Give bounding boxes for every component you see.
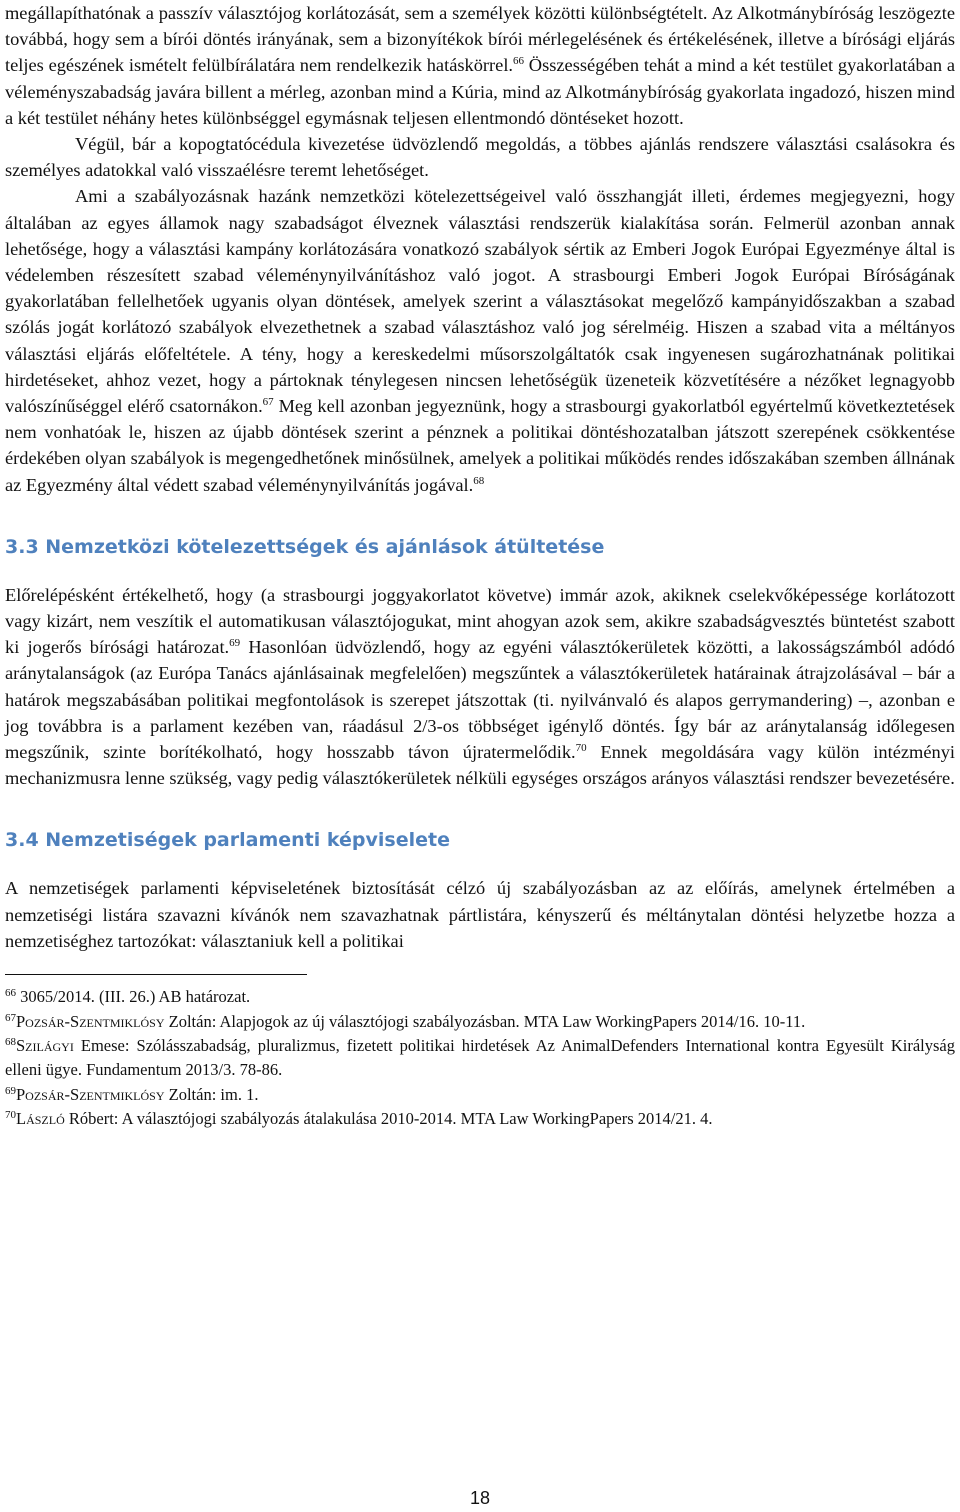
section-heading: 3.4 Nemzetiségek parlamenti képviselete <box>5 829 450 852</box>
footnote-number: 66 <box>5 987 16 1000</box>
footnote-separator <box>5 974 307 975</box>
footnote-ref[interactable]: 68 <box>473 474 485 487</box>
body-paragraph <box>5 0 955 131</box>
paragraph-text: Meg kell azonban jegyeznünk, hogy a strasbourgi gyakorlatból egyértelmű következtetések nem vonhatóak le, hiszen az újabb döntések szerint a pénznek a politikai döntéshozatalban játszott szerepének csökkentése érdekében olyan szabályok is megengedhetőnek minősülnek, amelyek a politikai működés rendes időszakában szemben állnának az Egyezmény által védett szabad véleménynyilvánítás jogával. <box>5 396 955 495</box>
footnote-text: 3065/2014. (III. 26.) AB határozat. <box>16 987 251 1007</box>
paragraph-text: Ennek megoldására vagy külön intézményi mechanizmusra lenne szükség, vagy pedig választókerületek nélküli egységes országos arányos választási rendszer bevezetésére. <box>5 742 955 789</box>
footnote-author: Pozsár-Szentmiklósy <box>16 1011 165 1031</box>
paragraph-text: Hasonlóan üdvözlendő, hogy az egyéni választókerületek közötti, a lakosságszámból adódó aránytalanságok (az Európa Tanács ajánlásainak megfelelően) megszűntek a választókerületek határainak átrajzolásával – bár a határok megszabásában politikai megfontolások is szerepet játszottak (ti. nyilvánvaló és alapos gerrymandering) –, azonban e jog továbbra is a parlament kezében van, ráadásul 2/3-os többséget igénylő döntés. Így bár az aránytalanság időlegesen megszűnik, szinte borítékolható, hogy hosszabb távon újratermelődik. <box>5 637 956 763</box>
footnote-author: Szilágyi <box>16 1035 74 1055</box>
body-paragraph <box>5 183 955 497</box>
paragraph-text: megállapíthatónak a passzív választójog korlátozását, sem a személyek közötti különbségtételt. Az Alkotmánybíróság leszögezte továbbá, hogy sem a bírói döntés irányának, sem a bizonyítékok bírói mérlegelésének és értékelésének, illetve a bírósági eljárás teljes egészének ismételt felülbírálatára nem rendelkezik hatáskörrel. <box>5 3 955 76</box>
footnote-number: 68 <box>5 1035 16 1048</box>
footnote-text: Zoltán: Alapjogok az új választójogi szabályozásban. MTA Law WorkingPapers 2014/16. 10-11. <box>164 1011 806 1031</box>
footnote <box>5 1034 955 1083</box>
footnote <box>5 985 955 1009</box>
footnote-number: 70 <box>5 1109 16 1122</box>
footnote <box>5 1083 955 1107</box>
body-paragraph: Végül, bár a kopogtatócédula kivezetése üdvözlendő megoldás, a többes ajánlás rendszere választási csalásokra és személyes adatokkal való visszaélésre teremt lehetőséget. <box>5 134 955 181</box>
footnote-ref[interactable]: 70 <box>575 742 587 755</box>
paragraph-text: Előrelépésként értékelhető, hogy (a strasbourgi joggyakorlatot követve) immár azok, akiknek cselekvőképessége korlátozott vagy kizárt, nem veszítik el automatikusan választójogukat, mint ahogyan azok sem, akikre szabadságvesztés büntetést szabott ki jogerős bírósági határozat. <box>5 584 955 658</box>
footnote <box>5 1010 955 1034</box>
paragraph-text: Összességében tehát a mind a két testület gyakorlatában a véleményszabadság javára billent a mérleg, azonban mind a Kúria, mind az Alkotmánybíróság gyakorlata ingadozó, hiszen mind a két testület néhány hetes különbséggel egymásnak teljesen ellentmondó döntéseket hozott. <box>5 55 955 128</box>
paragraph-text: Ami a szabályozásnak hazánk nemzetközi kötelezettségeivel való összhangját illeti, érdemes megjegyezni, hogy általában az egyes államok nagy szabadságot élveznek választási rendszerük kialakítása során. Felmerül azonban annak lehetősége, hogy a választási kampány korlátozására vonatkozó szabályok sértik az Emberi Jogok Európai Egyezménye által is védelemben részesített szabad véleménynyilvánításhoz való jogot. A strasbourgi Emberi Jogok Európai Bíróságának gyakorlatában fellelhetőek ugyanis olyan döntések, amelyek szerint a választásokat megelőző kampányidőszakban a szabad szólás jogát korlátozó szabályok elvezethetnek a szabad választáshoz való jog sérelméig. Hiszen a szabad vita a méltányos választási eljárás előfeltétele. A tény, hogy a kereskedelmi műsorszolgáltatók csak ingyenesen sugározhatnának politikai hirdetéseket, ahhoz vezet, hogy a pártoknak ténylegesen nincsen lehetőségük üzeneteik közvetítésére a nézőket legnagyobb valószínűséggel elérő csatornákon. <box>5 186 955 417</box>
body-paragraph: A nemzetiségek parlamenti képviseletének biztosítását célzó új szabályozásban az az előírás, amelynek értelmében a nemzetiségi listára szavazni kívánók nem szavazhatnak pártlistára, kényszerű és méltánytalan döntési helyzetbe hozza a nemzetiséghez tartozókat: választaniuk kell a politikai <box>5 878 955 951</box>
footnote-ref[interactable]: 67 <box>262 396 274 409</box>
footnote-number: 67 <box>5 1011 16 1024</box>
footnote-ref[interactable]: 66 <box>513 55 525 68</box>
footnote-number: 69 <box>5 1084 16 1097</box>
footnote-text: Emese: Szólásszabadság, pluralizmus, fizetett politikai hirdetések Az AnimalDefenders International kontra Egyesült Királyság elleni ügye. Fundamentum 2013/3. 78-86. <box>5 1035 955 1080</box>
footnote-text: Zoltán: im. 1. <box>164 1084 259 1104</box>
footnote-text: Róbert: A választójogi szabályozás átalakulása 2010-2014. MTA Law WorkingPapers 2014/21. 4. <box>64 1109 713 1129</box>
body-paragraph <box>5 582 955 792</box>
footnote-author: László <box>16 1109 65 1129</box>
page-number: 18 <box>469 1488 491 1508</box>
document-page <box>5 0 955 1132</box>
section-heading: 3.3 Nemzetközi kötelezettségek és ajánlások átültetése <box>5 535 605 558</box>
footnote-ref[interactable]: 69 <box>229 637 241 650</box>
footnote <box>5 1107 955 1131</box>
footnote-author: Pozsár-Szentmiklósy <box>16 1084 165 1104</box>
